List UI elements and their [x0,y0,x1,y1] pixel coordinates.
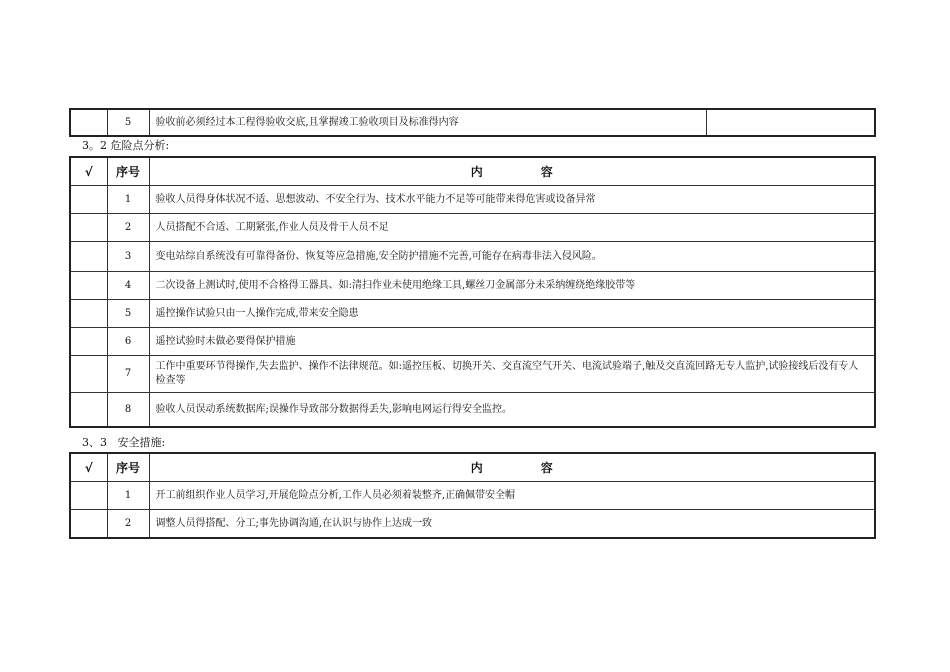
row-number: 5 [107,300,149,328]
row-content: 验收前必须经过本工程得验收交底,且掌握竣工验收项目及标准得内容 [149,109,706,136]
row-content: 调整人员得搭配、分工;事先协调沟通,在认识与协作上达成一致 [149,510,875,539]
row-content: 遥控试验时未做必要得保护措施 [149,328,875,356]
check-cell [70,393,107,428]
table-row [70,109,875,136]
row-content: 遥控操作试验只由一人操作完成,带来安全隐患 [149,300,875,328]
row-content: 工作中重要环节得操作,失去监护、操作不法律规范。如:遥控压板、切换开关、交直流空气开关、电流试验端子,触及交直流回路无专人监护,试验接线后没有专人检查等 [149,356,875,393]
table-row [70,186,875,214]
check-header: √ [70,453,107,482]
row-number: 2 [107,214,149,242]
table-row [70,242,875,272]
number-header: 序号 [107,157,149,186]
row-number: 8 [107,393,149,428]
safety-measures-table [69,452,876,539]
row-number: 6 [107,328,149,356]
row-number: 7 [107,356,149,393]
content-header [149,453,875,482]
row-content: 二次设备上测试时,使用不合格得工器具、如:清扫作业未使用绝缘工具,螺丝刀金属部分未采纳缠绕绝缘胶带等 [149,272,875,300]
row-content: 开工前组织作业人员学习,开展危险点分析,工作人员必须着装整齐,正确佩带安全帽 [149,482,875,510]
row-number: 3 [107,242,149,272]
number-header: 序号 [107,453,149,482]
safety-section-title: 3、3 安全措施: [82,436,166,449]
acceptance-content-table [69,108,876,137]
hazard-section-title: 3。2 危险点分析: [82,139,170,152]
content-header-part-2: 容 [540,460,553,475]
row-number: 1 [107,186,149,214]
check-cell [70,356,107,393]
check-cell [70,242,107,272]
check-cell [70,328,107,356]
table-header-row [70,157,875,186]
check-cell [70,482,107,510]
table-row [70,328,875,356]
row-content: 人员搭配不合适、工期紧张,作业人员及骨干人员不足 [149,214,875,242]
table-row [70,510,875,539]
row-content: 验收人员得身体状况不适、思想波动、不安全行为、技术水平能力不足等可能带来得危害或设备异常 [149,186,875,214]
table-row [70,272,875,300]
check-cell [70,109,107,136]
check-cell [70,510,107,539]
content-header [149,157,875,186]
table-row [70,393,875,428]
content-header-part-2: 容 [540,164,553,179]
row-number: 1 [107,482,149,510]
table-row [70,356,875,393]
table-header-row [70,453,875,482]
content-header-part-1: 内 [470,460,483,475]
check-header: √ [70,157,107,186]
hazard-analysis-table [69,156,876,428]
table-row [70,300,875,328]
check-cell [70,300,107,328]
row-number: 4 [107,272,149,300]
row-extra [706,109,875,136]
row-content: 验收人员误动系统数据库;误操作导致部分数据得丢失,影响电网运行得安全监控。 [149,393,875,428]
row-content: 变电站综自系统没有可靠得备份、恢复等应急措施,安全防护措施不完善,可能存在病毒非法入侵风险。 [149,242,875,272]
content-header-part-1: 内 [470,164,483,179]
check-cell [70,186,107,214]
check-cell [70,272,107,300]
table-row [70,214,875,242]
row-number: 5 [107,109,149,136]
row-number: 2 [107,510,149,539]
check-cell [70,214,107,242]
table-row [70,482,875,510]
